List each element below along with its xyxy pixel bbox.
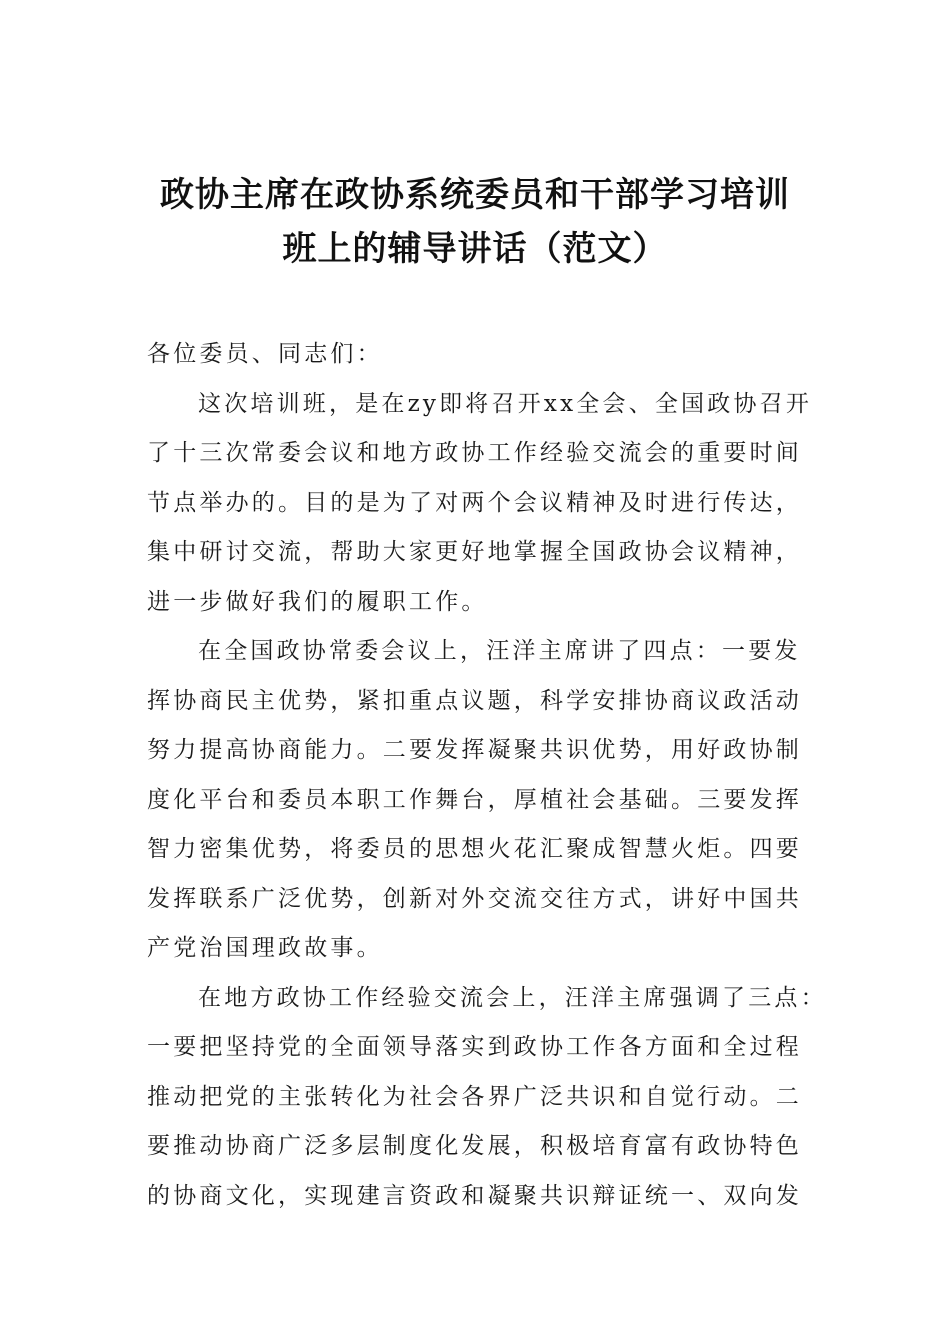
paragraph-line: 发挥联系广泛优势，创新对外交流交往方式，讲好中国共 bbox=[147, 885, 802, 912]
salutation: 各位委员、同志们： bbox=[147, 341, 383, 367]
paragraph-2 bbox=[147, 627, 807, 974]
paragraph-line: 推动把党的主张转化为社会各界广泛共识和自觉行动。二 bbox=[147, 1083, 802, 1110]
paragraph-line: 这次培训班，是在zy即将召开xx全会、全国政协召开 bbox=[198, 390, 813, 417]
paragraph-line: 进一步做好我们的履职工作。 bbox=[147, 588, 488, 615]
paragraph-line: 在地方政协工作经验交流会上，汪洋主席强调了三点： bbox=[198, 984, 827, 1011]
paragraph-1 bbox=[147, 380, 813, 628]
paragraph-line: 度化平台和委员本职工作舞台，厚植社会基础。三要发挥 bbox=[147, 786, 802, 813]
title-line-2: 班上的辅导讲话（范文） bbox=[282, 229, 668, 269]
paragraph-line: 挥协商民主优势，紧扣重点议题，科学安排协商议政活动 bbox=[147, 687, 802, 714]
paragraph-line: 集中研讨交流，帮助大家更好地掌握全国政协会议精神， bbox=[147, 539, 802, 565]
document-title bbox=[0, 168, 950, 276]
paragraph-line: 产党治国理政故事。 bbox=[147, 935, 383, 961]
paragraph-line: 的协商文化，实现建言资政和凝聚共识辩证统一、双向发 bbox=[147, 1182, 802, 1209]
paragraph-line: 智力密集优势，将委员的思想火花汇聚成智慧火炬。四要 bbox=[147, 836, 802, 862]
paragraph-line: 要推动协商广泛多层制度化发展，积极培育富有政协特色 bbox=[147, 1133, 802, 1159]
paragraph-line: 一要把坚持党的全面领导落实到政协工作各方面和全过程 bbox=[147, 1034, 802, 1060]
document-body bbox=[147, 330, 827, 1221]
paragraph-line: 了十三次常委会议和地方政协工作经验交流会的重要时间 bbox=[147, 440, 802, 466]
title-line-1: 政协主席在政协系统委员和干部学习培训 bbox=[160, 175, 790, 215]
paragraph-line: 节点举办的。目的是为了对两个会议精神及时进行传达， bbox=[147, 489, 802, 516]
paragraph-3 bbox=[147, 974, 827, 1222]
paragraph-line: 在全国政协常委会议上，汪洋主席讲了四点：一要发 bbox=[198, 638, 801, 664]
paragraph-line: 努力提高协商能力。二要发挥凝聚共识优势，用好政协制 bbox=[147, 737, 802, 763]
